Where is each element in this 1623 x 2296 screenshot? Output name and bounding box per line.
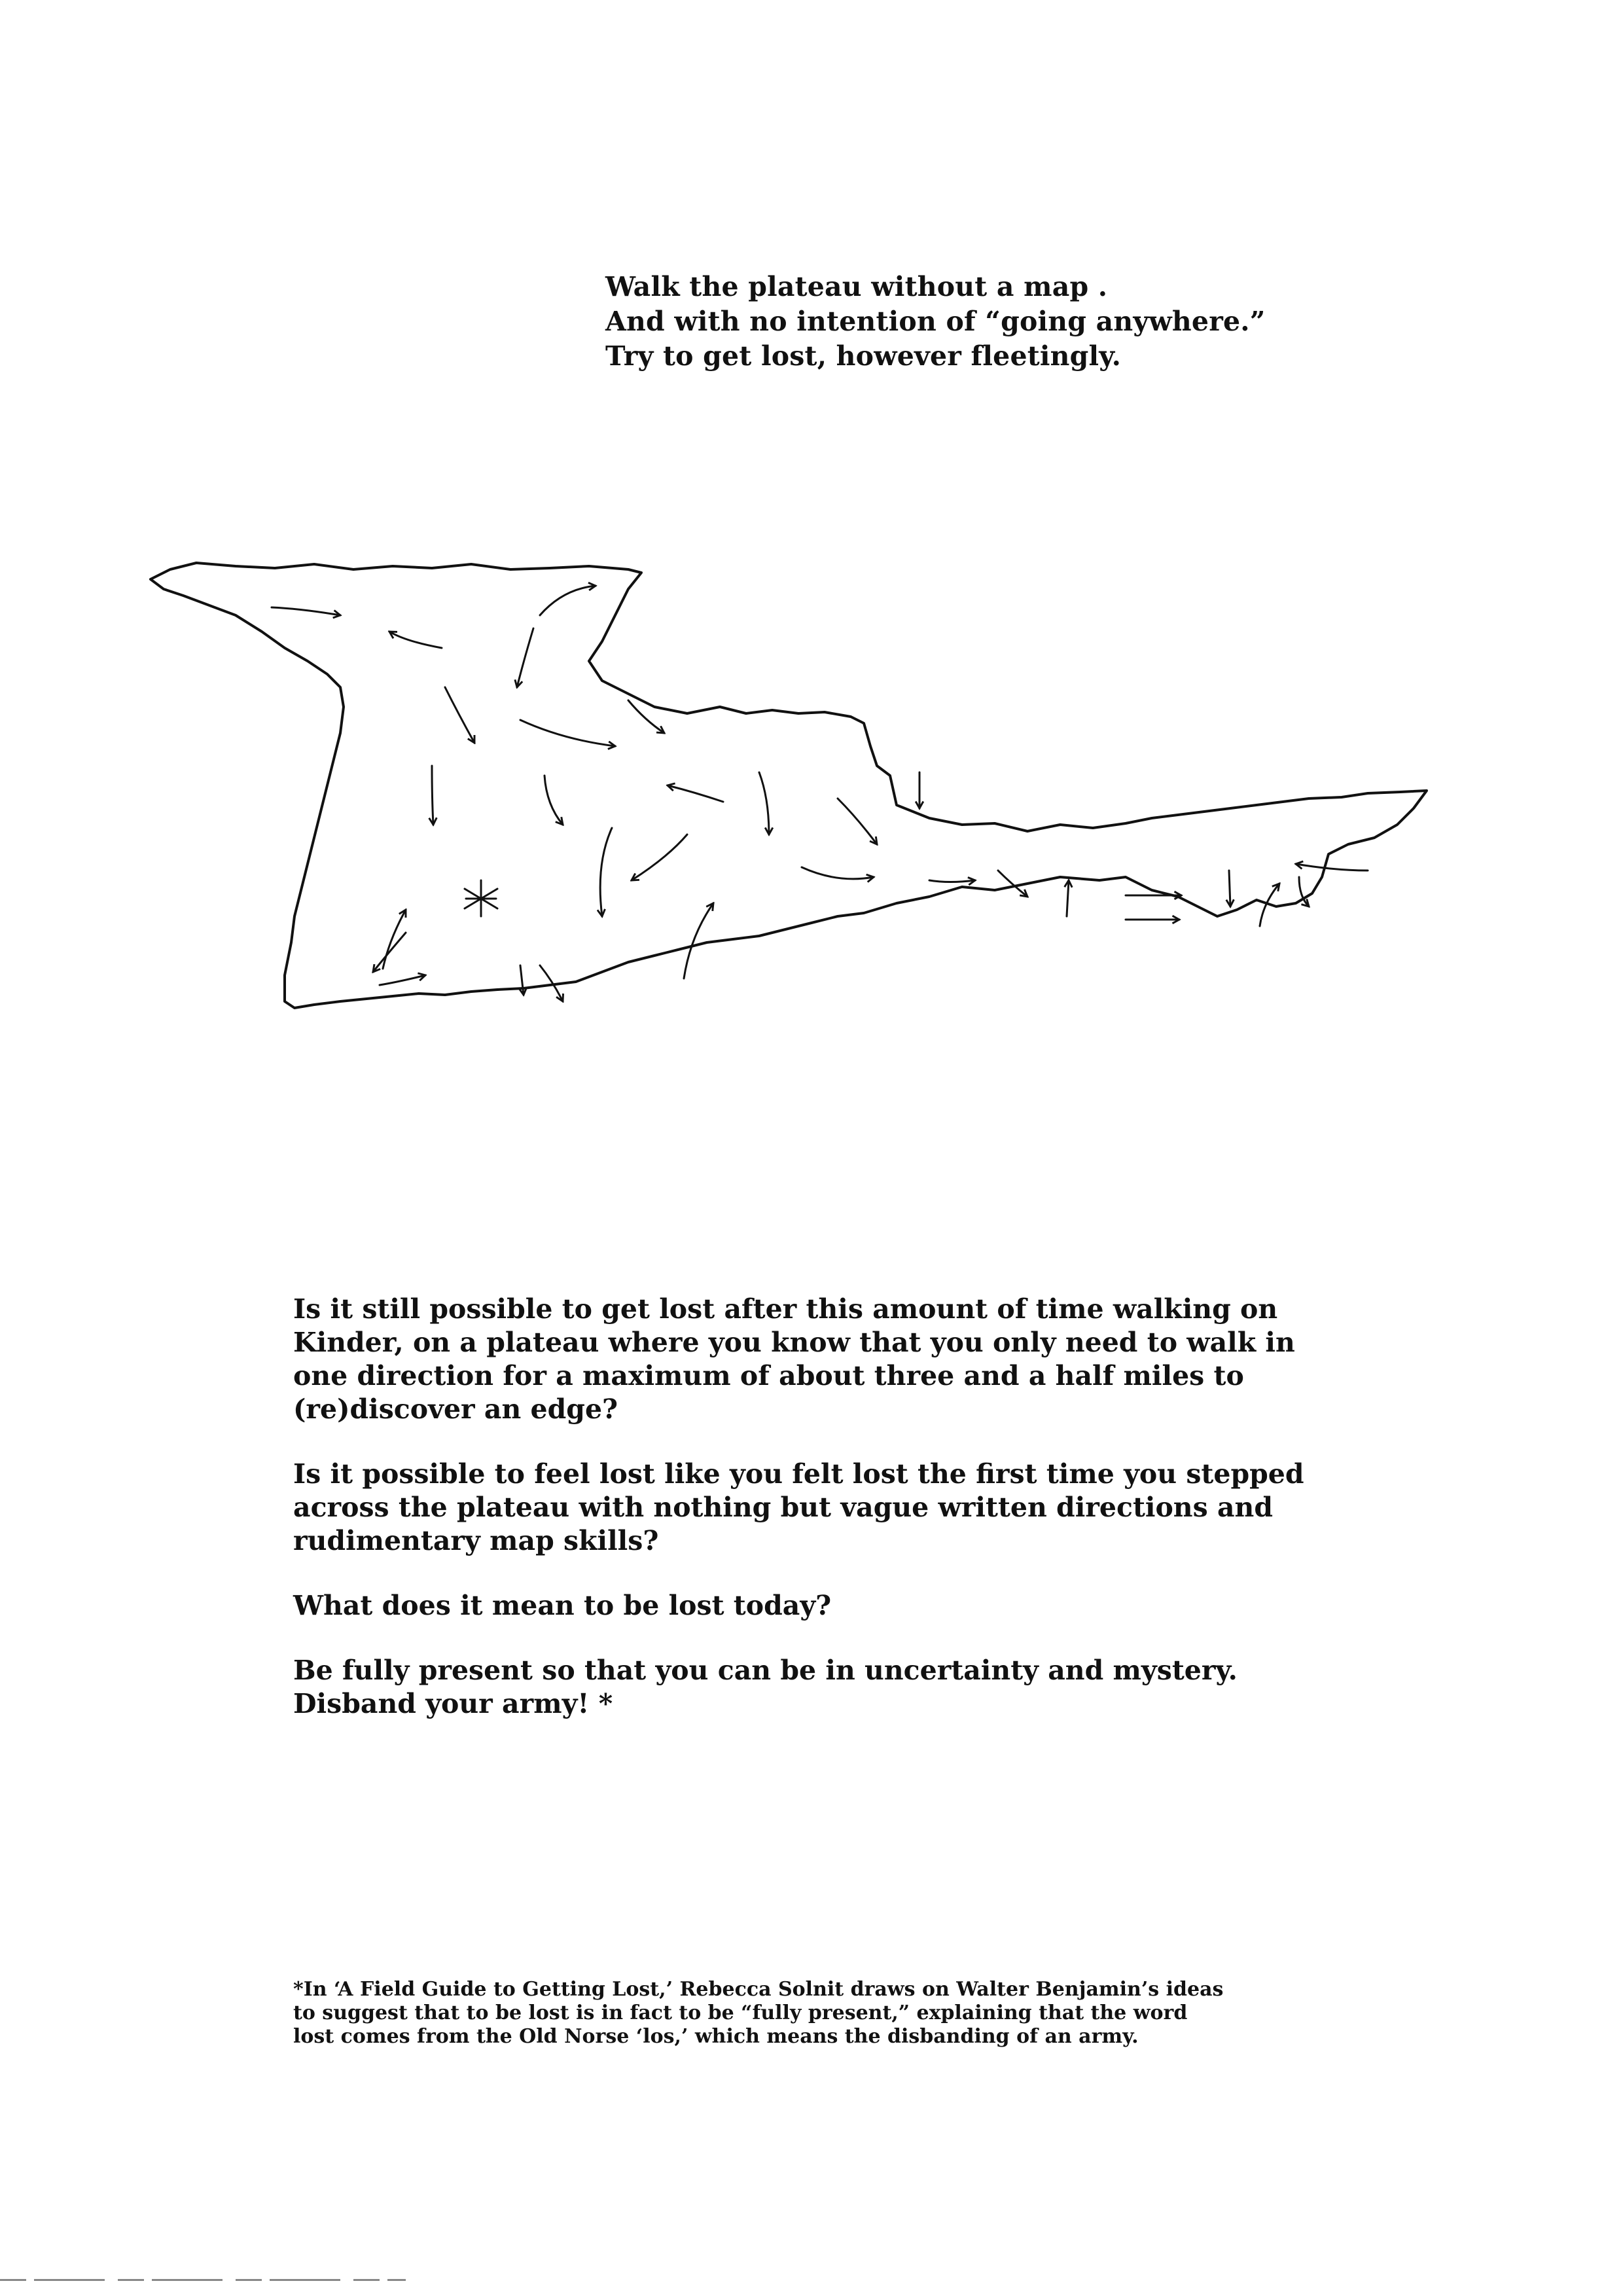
walk-arrow bbox=[1296, 864, 1368, 870]
walk-arrow bbox=[668, 785, 723, 802]
scan-artifact-line bbox=[0, 2279, 406, 2281]
walk-arrow bbox=[383, 910, 406, 969]
plateau-map-drawing bbox=[144, 550, 1446, 1080]
walk-arrow bbox=[520, 720, 615, 746]
instructions-block bbox=[605, 270, 1456, 374]
walk-arrow bbox=[628, 700, 664, 733]
walk-arrow bbox=[838, 798, 877, 844]
question-line: Is it still possible to get lost after this amount of time walking on bbox=[293, 1293, 1278, 1325]
asterisk-mark bbox=[465, 880, 497, 916]
question-line: Is it possible to feel lost like you felt lost the first time you stepped bbox=[293, 1458, 1304, 1490]
walk-arrow bbox=[544, 776, 563, 825]
instruction-line: Try to get lost, however fleetingly. bbox=[605, 340, 1122, 372]
plateau-map-svg bbox=[144, 550, 1446, 1080]
question-line: What does it mean to be lost today? bbox=[293, 1590, 832, 1621]
instruction-line: And with no intention of “going anywhere.” bbox=[605, 306, 1266, 337]
question-paragraph bbox=[293, 1293, 1340, 1426]
question-line: Kinder, on a plateau where you know that you only need to walk in bbox=[293, 1327, 1295, 1358]
walk-arrow bbox=[1067, 880, 1069, 916]
walk-arrow bbox=[684, 903, 713, 978]
instruction-line: Walk the plateau without a map . bbox=[605, 271, 1108, 302]
footnote-line: lost comes from the Old Norse ‘los,’ which means the disbanding of an army. bbox=[293, 2025, 1139, 2048]
question-paragraph bbox=[293, 1589, 1340, 1623]
closing-line: Disband your army! * bbox=[293, 1688, 613, 1719]
question-line: (re)discover an edge? bbox=[293, 1393, 618, 1425]
walk-arrow bbox=[759, 772, 769, 834]
walk-arrow bbox=[520, 965, 524, 995]
walk-arrow bbox=[380, 975, 425, 985]
walk-arrow bbox=[802, 867, 874, 879]
questions-block bbox=[293, 1293, 1340, 1752]
walk-arrow bbox=[432, 766, 433, 825]
question-line: rudimentary map skills? bbox=[293, 1525, 659, 1556]
closing-paragraph bbox=[293, 1654, 1340, 1721]
plateau-outline bbox=[151, 563, 1427, 1008]
footnote bbox=[293, 1978, 1353, 2049]
walk-arrow bbox=[389, 632, 442, 648]
walk-arrow bbox=[540, 586, 596, 615]
walking-arrows bbox=[272, 586, 1368, 1001]
walk-arrow bbox=[373, 933, 406, 972]
closing-line: Be fully present so that you can be in uncertainty and mystery. bbox=[293, 1655, 1238, 1686]
walk-arrow bbox=[600, 828, 612, 916]
walk-arrow bbox=[632, 834, 687, 880]
question-line: one direction for a maximum of about three and a half miles to bbox=[293, 1360, 1244, 1391]
question-paragraph bbox=[293, 1458, 1340, 1558]
footnote-line: *In ‘A Field Guide to Getting Lost,’ Rebecca Solnit draws on Walter Benjamin’s ideas bbox=[293, 1978, 1224, 2001]
question-line: across the plateau with nothing but vague written directions and bbox=[293, 1492, 1274, 1523]
walk-arrow bbox=[517, 628, 533, 687]
footnote-line: to suggest that to be lost is in fact to be “fully present,” explaining that the word bbox=[293, 2001, 1188, 2024]
walk-arrow bbox=[1229, 870, 1230, 906]
walk-arrow bbox=[445, 687, 474, 743]
walk-arrow bbox=[1299, 877, 1309, 906]
walk-arrow bbox=[272, 607, 340, 615]
walk-arrow bbox=[929, 880, 975, 882]
